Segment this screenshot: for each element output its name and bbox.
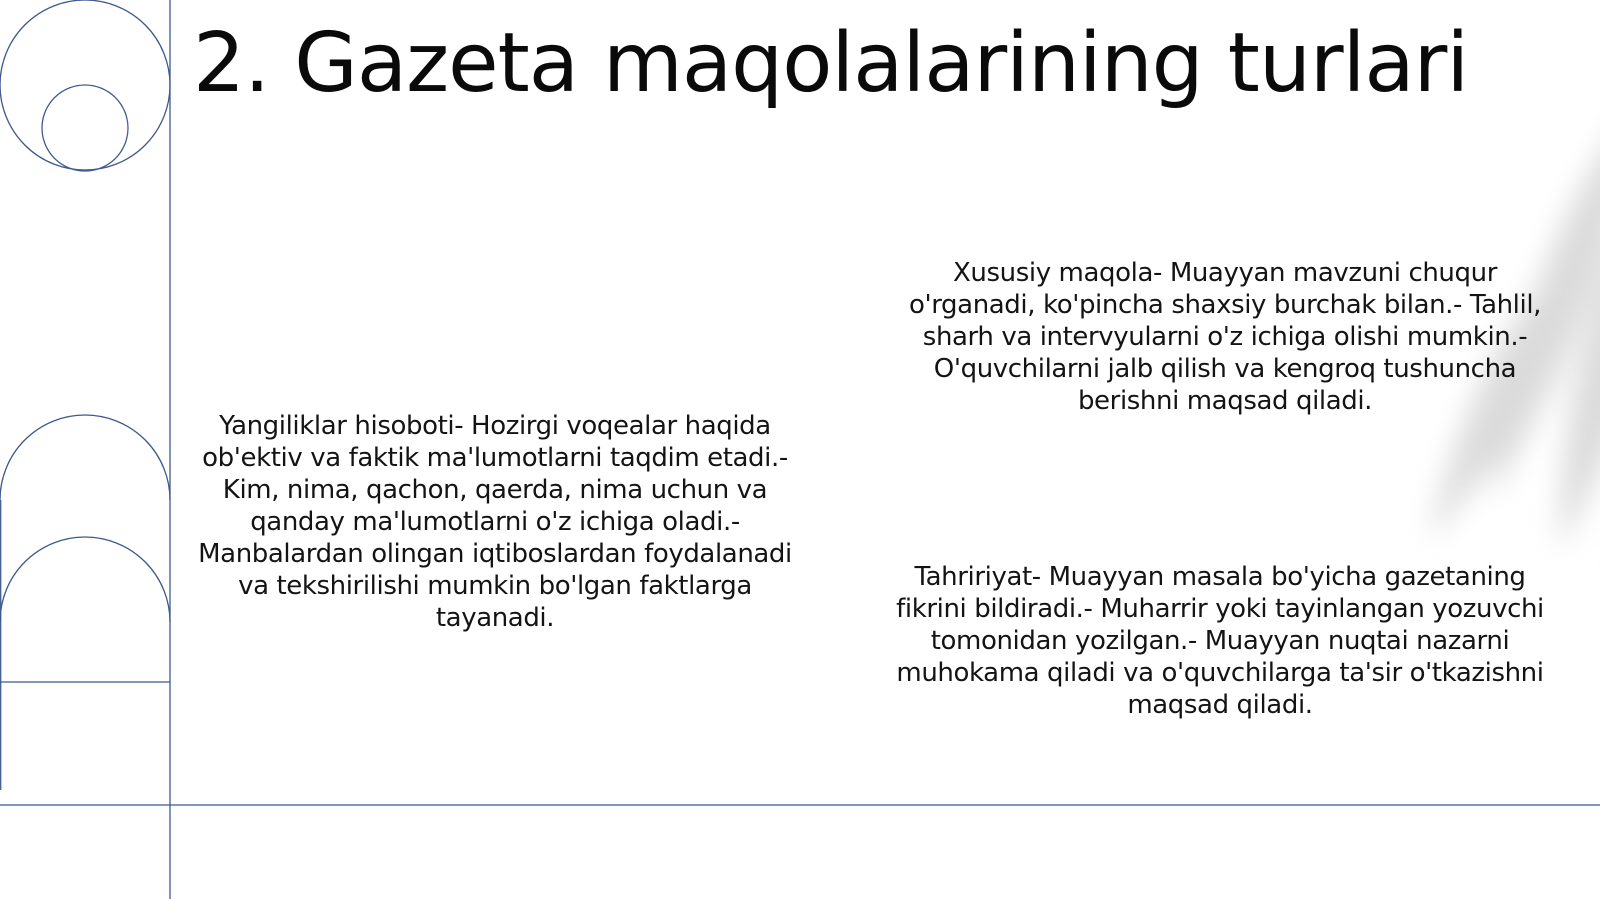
editorial-text: Tahririyat- Muayyan masala bo'yicha gazetaning fikrini bildiradi.- Muharrir yoki tayinlangan yozuvchi tomonidan yozilgan.- Muayyan nuqtai nazarni muhokama qiladi va o'quvchilarga ta'sir o'tkazishni maqsad qiladi. <box>896 562 1544 720</box>
upper-arch-outline <box>0 415 170 500</box>
slide-title: 2. Gazeta maqolalarining turlari <box>193 16 1469 111</box>
small-circle-outline <box>42 85 128 171</box>
news-report-text: Yangiliklar hisoboti- Hozirgi voqealar haqida ob'ektiv va faktik ma'lumotlarni taqdim etadi.- Kim, nima, qachon, qaerda, nima uchun va qanday ma'lumotlarni o'z ichiga oladi.- Manbalardan olingan iqtiboslardan foydalanadi va tekshirilishi mumkin bo'lgan faktlarga tayanadi. <box>198 411 792 633</box>
lower-arch-outline <box>0 537 170 622</box>
feature-article-text: Xususiy maqola- Muayyan mavzuni chuqur o'rganadi, ko'pincha shaxsiy burchak bilan.- Tahlil, sharh va intervyularni o'z ichiga olishi mumkin.- O'quvchilarni jalb qilish va kengroq tushuncha berishni maqsad qiladi. <box>908 258 1542 416</box>
